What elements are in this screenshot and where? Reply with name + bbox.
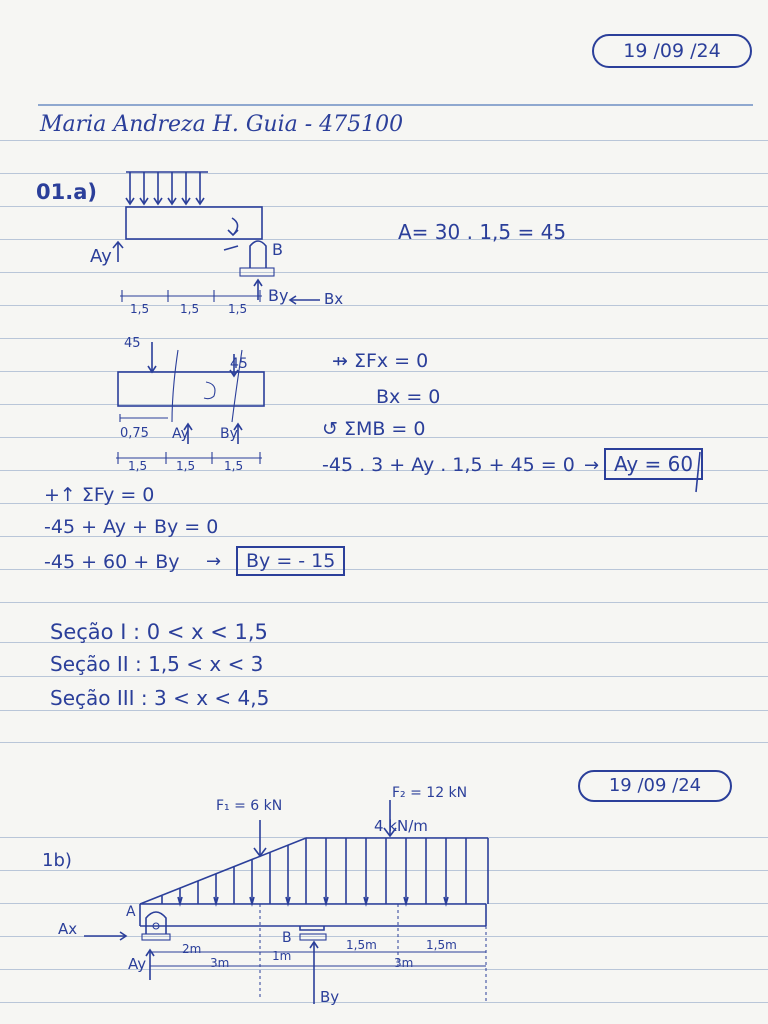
date-stamp: 19 /09 /24 [592, 34, 752, 68]
implies-arrow-icon: → [584, 455, 600, 476]
result-by: By = - 15 [236, 546, 345, 576]
result-ay: Ay = 60 [604, 448, 703, 480]
ruled-line [0, 338, 768, 339]
ruled-line [0, 969, 768, 970]
roller-support-b [300, 926, 324, 930]
equation-sum-fx: ⇸ ΣFx = 0 [332, 350, 429, 372]
point-b-label: B [282, 930, 292, 946]
ruled-line [0, 239, 768, 240]
dim-label: 1,5 [176, 459, 196, 473]
question-label-1a: 01.a) [36, 180, 97, 204]
load-arrows [162, 838, 466, 904]
ruled-line [0, 837, 768, 838]
ruled-line [0, 936, 768, 937]
equation-fy-2: -45 + 60 + By [44, 551, 180, 573]
moment-arrow-icon [204, 382, 215, 399]
ruled-line [0, 676, 768, 677]
by-label: By [268, 286, 289, 305]
ruled-line [0, 742, 768, 743]
pin-support [250, 241, 266, 268]
by-label: By [320, 988, 340, 1006]
equation-sum-fy: +↑ ΣFy = 0 [44, 484, 155, 506]
pin-support-a [146, 912, 166, 934]
beam-1a-fbd [118, 372, 264, 406]
ruled-line [0, 305, 768, 306]
dim-label: 1,5 [224, 459, 244, 473]
ay-label: Ay [172, 426, 189, 442]
ay-label: Ay [128, 955, 147, 973]
section-range: Seção I : 0 < x < 1,5 [50, 620, 268, 644]
centroid-label: 0,75 [120, 426, 149, 441]
dim-label: 1,5 [128, 459, 148, 473]
ruled-line [0, 272, 768, 273]
distributed-load-arrows [126, 172, 208, 204]
date-stamp: 19 /09 /24 [578, 770, 732, 802]
ruled-line [0, 1002, 768, 1003]
dim-label: 2m [182, 942, 202, 956]
ax-label: Ax [58, 920, 78, 938]
question-label-1b: 1b) [42, 850, 72, 871]
dim-label: 1,5m [426, 938, 457, 952]
point-b-label: B [272, 240, 283, 259]
resultant-load-label: 45 [124, 336, 141, 351]
section-range: Seção III : 3 < x < 4,5 [50, 686, 270, 710]
ruled-line [0, 602, 768, 603]
ruled-line [0, 903, 768, 904]
triangular-load-profile [140, 838, 306, 904]
resultant-load-label: 45 [230, 356, 248, 372]
ay-label: Ay [90, 246, 112, 267]
moment-arrow-icon [232, 218, 238, 234]
dim-label: 1,5 [180, 302, 200, 316]
ruled-line [0, 173, 768, 174]
dim-label: 1,5m [346, 938, 377, 952]
equation-bx: Bx = 0 [376, 386, 441, 408]
ruled-line [0, 870, 768, 871]
equation-fy-1: -45 + Ay + By = 0 [44, 516, 219, 538]
force-f2-label: F₂ = 12 kN [392, 785, 468, 801]
point-a-label: A [126, 904, 136, 920]
ruled-line [0, 206, 768, 207]
bx-label: Bx [324, 290, 344, 308]
ruled-line [0, 710, 768, 711]
distributed-load-label: 4 kN/m [374, 817, 428, 835]
dim-label: 3m [394, 956, 414, 970]
dim-label: 1m [272, 949, 292, 963]
area-equation: A= 30 . 1,5 = 45 [398, 220, 567, 244]
ruled-line [0, 140, 768, 141]
beam-1a [126, 207, 262, 239]
by-label: By [220, 426, 238, 442]
equation-sum-mb: ↺ ΣMB = 0 [322, 418, 426, 440]
force-f1-label: F₁ = 6 kN [216, 798, 283, 814]
section-range: Seção II : 1,5 < x < 3 [50, 652, 264, 676]
dim-label: 1,5 [228, 302, 248, 316]
implies-arrow-icon: → [206, 551, 222, 572]
dim-label: 1,5 [130, 302, 150, 316]
header-rule [38, 104, 753, 106]
student-name: Maria Andreza H. Guia - 475100 [40, 112, 404, 137]
equation-moment: -45 . 3 + Ay . 1,5 + 45 = 0 [322, 454, 575, 476]
dim-label: 3m [210, 956, 230, 970]
